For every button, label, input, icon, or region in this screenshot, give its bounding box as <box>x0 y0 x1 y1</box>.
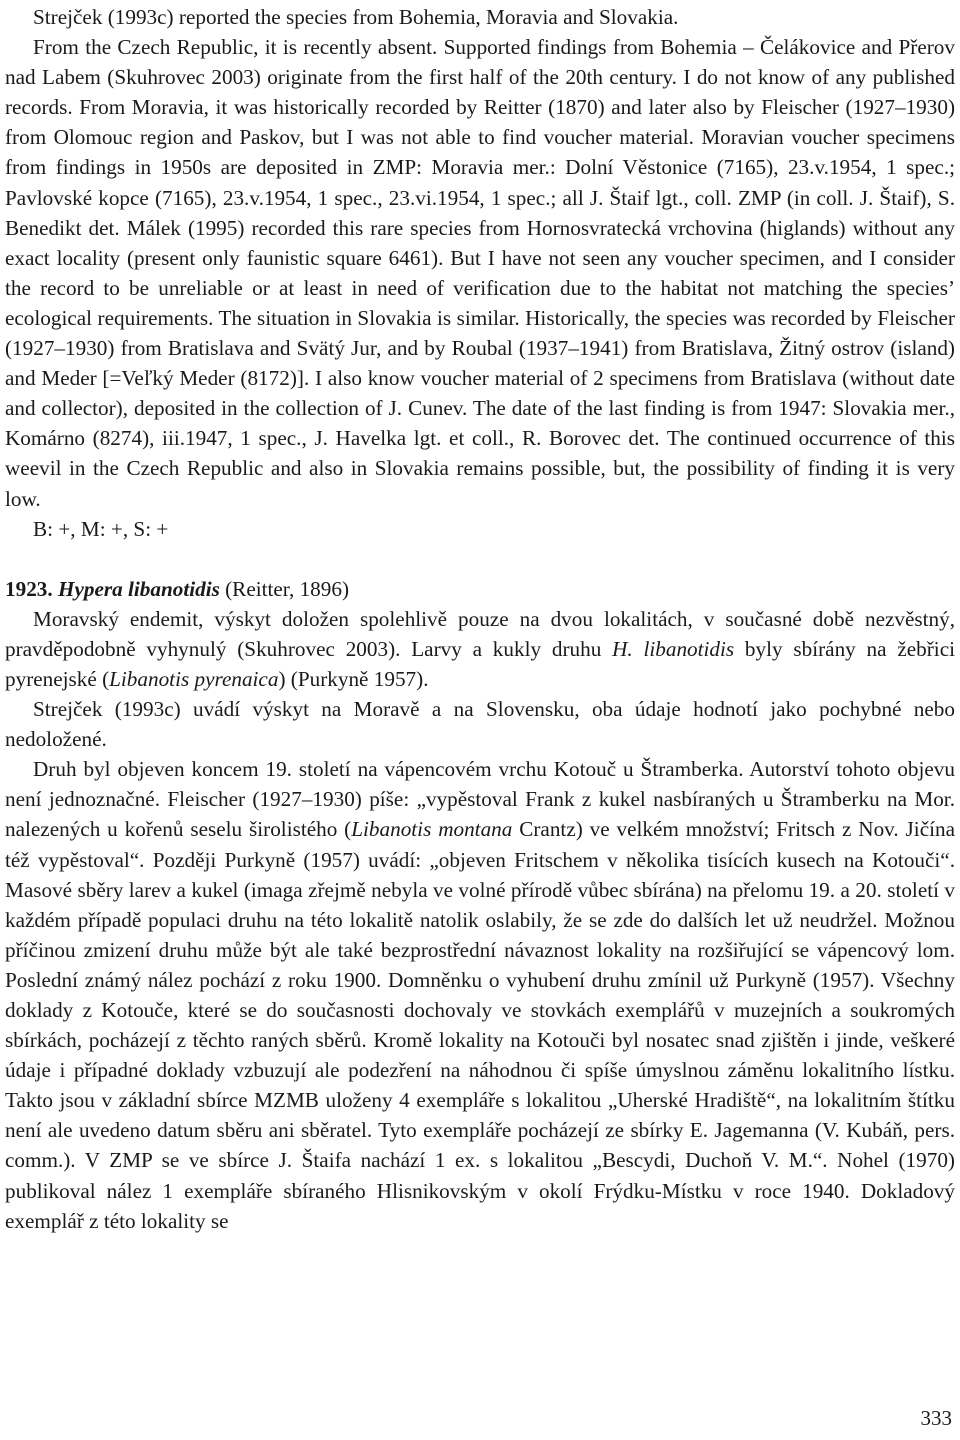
italic-taxon: H. libanotidis <box>612 636 735 661</box>
paragraph-endemit-cz <box>5 604 955 694</box>
section-spacer <box>5 544 955 574</box>
species-name: Hypera libanotidis <box>57 576 220 601</box>
text-segment: Moravský endemit, výskyt doložen spolehlivě pouze na dvou lokalitách, v současné době nezvěstný, pravděpodobně vyhynulý (Skuhrovec 2003). Larvy a kukly druhu <box>5 606 955 661</box>
italic-taxon: Libanotis pyrenaica <box>109 666 279 691</box>
text-segment: byly sbírány na žebřici pyrenejské ( <box>5 636 955 691</box>
species-heading <box>5 574 955 604</box>
paragraph-history-cz <box>5 754 955 1236</box>
distribution-summary: B: +, M: +, S: + <box>33 516 169 541</box>
paragraph-strejcek-cz: Strejček (1993c) uvádí výskyt na Moravě a na Slovensku, oba údaje hodnotí jako pochybné nebo nedoložené. <box>5 697 955 752</box>
text-segment: Crantz) ve velkém množství; Fritsch z Nov. Jičína též vypěstoval“. Později Purkyně (1957) uvádí: „objeven Fritschem v několika tisících kusech na Kotouči“. Masové sběry larev a kukel (imaga zřejmě nebyla ve volné přírodě vůbec sbírána) na přelomu 19. a 20. století v každém případě populaci druhu na této lokalitě natolik oslabily, že se zde do dalších let už neudržel. Možnou příčinou zmizení druhu může být ale také bezprostřední návaznost lokality na rozšiřující se vápencový lom. Poslední známý nález pochází z roku 1900. Domněnku o vyhubení druhu zmínil už Purkyně (1957). Všechny doklady z Kotouče, které se do současnosti dochovaly ve stovkách exemplářů v muzejních a soukromých sbírkách, pocházejí z těchto raných sběrů. Kromě lokality na Kotouči byl nosatec snad zjištěn i jinde, veškeré údaje i případné doklady vzbuzují ale podezření na náhodnou či spíše úmyslnou záměnu lokalitního lístku. Takto jsou v základní sbírce MZMB uloženy 4 exempláře s lokalitou „Uherské Hradiště“, na lokalitním štítku není ale uvedeno datum sběru ani sběratel. Tyto exempláře pocházejí ze sbírky E. Jagemanna (V. Kubáň, pers. comm.). V ZMP se ve sbírce J. Štaifa nachází 1 ex. s lokalitou „Bescydi, Duchoň V. M.“. Nohel (1970) publikoval nález 1 exempláře sbíraného Hlisnikovským v okolí Frýdku-Místku v roce 1940. Dokladový exemplář z této lokality se <box>5 817 955 1233</box>
paragraph-strejcek-en: Strejček (1993c) reported the species from Bohemia, Moravia and Slovakia. <box>33 5 679 29</box>
paragraph-czech-republic-en: From the Czech Republic, it is recently absent. Supported findings from Bohemia – Čelákovice and Přerov nad Labem (Skuhrovec 2003) originate from the first half of the 20th century. I do not know of any published records. From Moravia, it was historically recorded by Reitter (1870) and later also by Fleischer (1927–1930) from Olomouc region and Paskov, but I was not able to find voucher material. Moravian voucher specimens from findings in 1950s are deposited in ZMP: Moravia mer.: Dolní Věstonice (7165), 23.v.1954, 1 spec.; Pavlovské kopce (7165), 23.v.1954, 1 spec., 23.vi.1954, 1 spec.; all J. Štaif lgt., coll. ZMP (in coll. J. Štaif), S. Benedikt det. Málek (1995) recorded this rare species from Hornosvratecká vrchovina (higlands) without any exact locality (present only faunistic square 6461). But I have not seen any voucher specimen, and I consider the record to be unreliable or at least in need of verification due to the habitat not matching the species’ ecological requirements. The situation in Slovakia is similar. Historically, the species was recorded by Fleischer (1927–1930) from Bratislava and Svätý Jur, and by Roubal (1937–1941) from Bratislava, Žitný ostrov (island) and Meder [=Veľký Meder (8172)]. I also know voucher material of 2 specimens from Bratislava (without date and collector), deposited in the collection of J. Cunev. The date of the last finding is from 1947: Slovakia mer., Komárno (8274), iii.1947, 1 spec., J. Havelka lgt. et coll., R. Borovec det. The continued occurrence of this weevil in the Czech Republic and also in Slovakia remains possible, but, the possibility of finding it is very low. <box>5 35 955 511</box>
page-body <box>5 2 955 1236</box>
italic-taxon: Libanotis montana <box>351 817 513 842</box>
text-segment: Druh byl objeven koncem 19. století na vápencovém vrchu Kotouč u Štramberka. Autorství tohoto objevu není jednoznačné. Fleischer (1927–1930) píše: „vypěstoval Frank z kukel nasbíraných u Štramberku na Mor. nalezených u kořenů seselu širolistého ( <box>5 757 955 842</box>
species-author: (Reitter, 1896) <box>225 576 350 601</box>
text-segment: ) (Purkyně 1957). <box>278 666 429 691</box>
page-number: 333 <box>920 1406 952 1430</box>
species-number: 1923. <box>5 576 53 601</box>
